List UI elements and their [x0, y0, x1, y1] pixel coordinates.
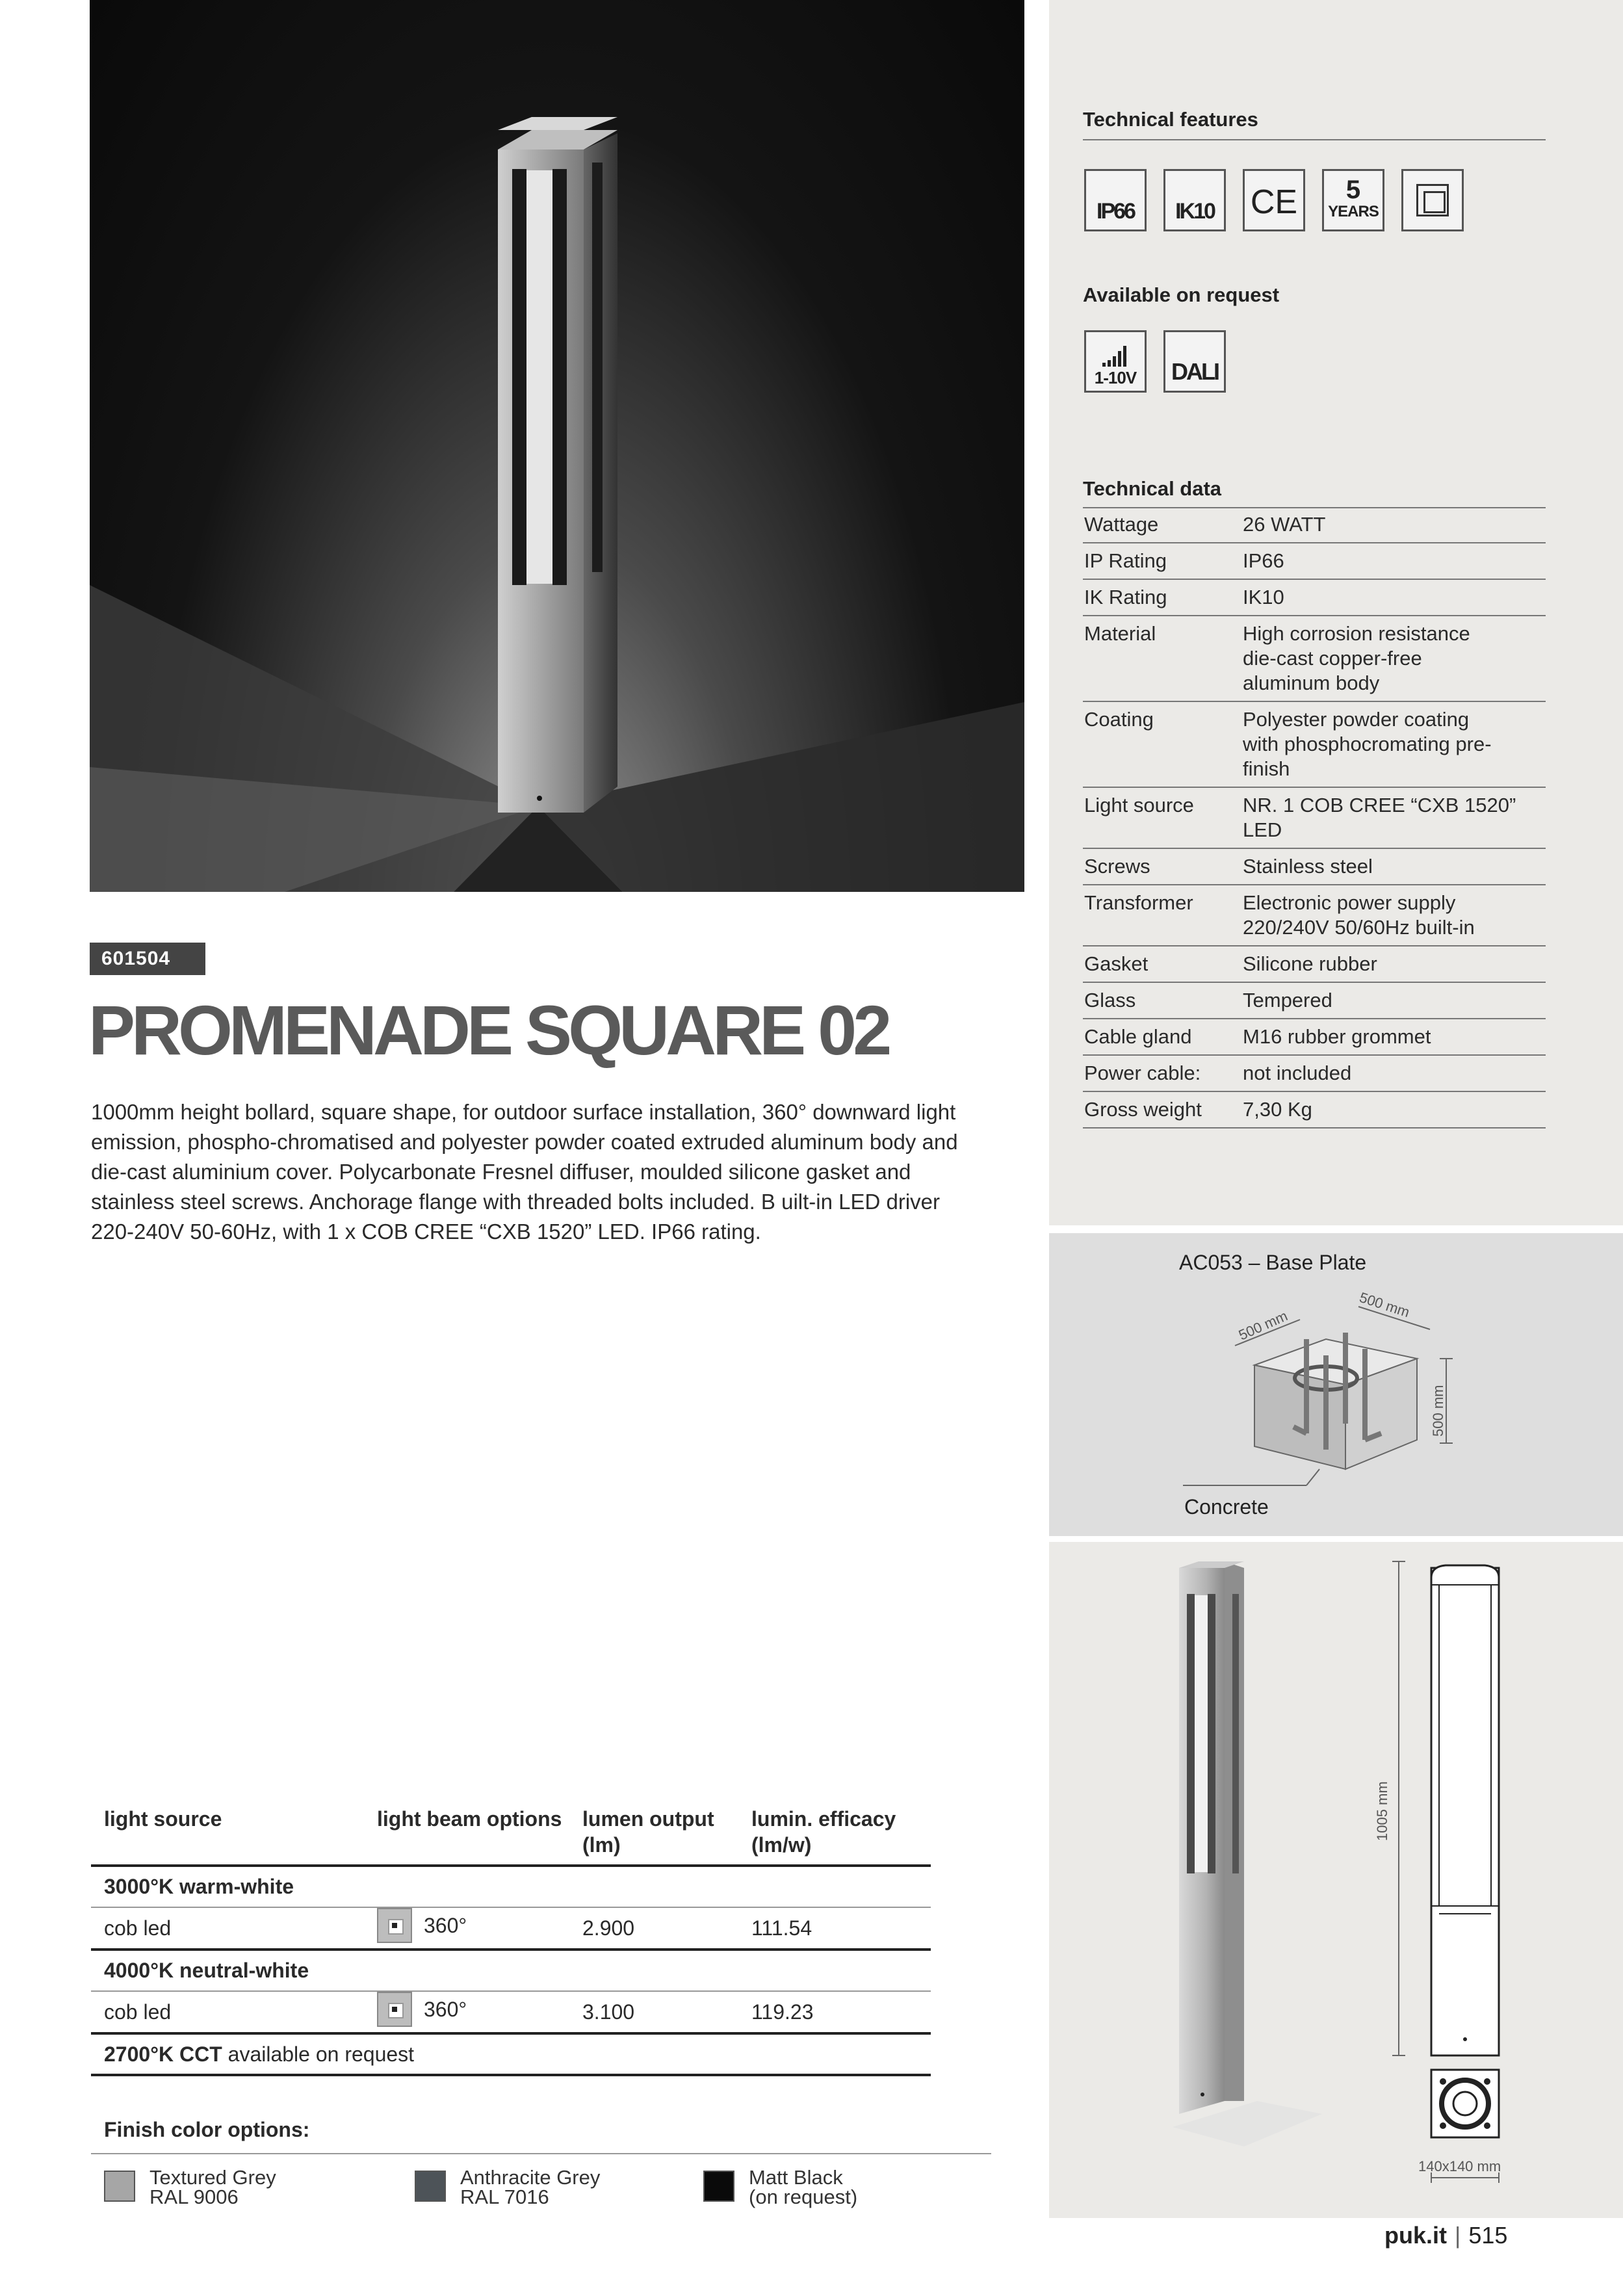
base-plate-diagram [1170, 1287, 1475, 1508]
header-lumin-efficacy: lumin. efficacy (lm/w) [738, 1801, 931, 1866]
spec-key: Gasket [1083, 946, 1241, 982]
page-footer [1384, 2222, 1507, 2249]
dali-icon: DALI [1163, 330, 1226, 393]
spec-value: Stainless steel [1241, 848, 1546, 885]
spec-value: 26 WATT [1241, 507, 1546, 543]
table-row [1083, 787, 1546, 848]
technical-features-title: Technical features [1083, 108, 1258, 131]
bollard-photo-illustration [90, 0, 1024, 892]
color-swatch [104, 2171, 135, 2202]
spec-value: NR. 1 COB CREE “CXB 1520” LED [1241, 787, 1546, 848]
cell-beam: 360° [424, 1997, 467, 2021]
table-row [91, 1907, 931, 1950]
cell-source: cob led [91, 1991, 364, 2033]
spec-value: 7,30 Kg [1241, 1091, 1546, 1128]
group-title-3000k: 3000°K warm-white [91, 1866, 931, 1907]
warranty-label: YEARS [1328, 203, 1379, 220]
cct-note-text: available on request [222, 2042, 415, 2066]
available-on-request-title: Available on request [1083, 283, 1280, 306]
color-swatch [415, 2171, 446, 2202]
spec-key: Cable gland [1083, 1019, 1241, 1055]
table-row [1083, 1055, 1546, 1091]
technical-drawing [1049, 1542, 1623, 2218]
site-link[interactable]: puk.it [1384, 2222, 1447, 2249]
dim-height-label: 500 mm [1430, 1385, 1446, 1437]
beam-option [377, 1992, 467, 2027]
finish-name: Textured Grey [149, 2166, 276, 2189]
dim-width-label: 500 mm [1236, 1307, 1290, 1344]
spec-key: Gross weight [1083, 1091, 1241, 1128]
finish-code: RAL 7016 [460, 2185, 549, 2208]
finish-code: (on request) [749, 2185, 858, 2208]
cell-beam: 360° [424, 1913, 467, 1937]
warranty-number: 5 [1345, 176, 1361, 204]
table-row [1083, 848, 1546, 885]
spec-key: Material [1083, 616, 1241, 701]
base-plate-title: AC053 – Base Plate [1179, 1251, 1367, 1274]
spec-key: IK Rating [1083, 579, 1241, 616]
finish-option-anthracite-grey [415, 2168, 600, 2207]
downlight-360-icon [377, 1908, 412, 1943]
product-photo [90, 0, 1024, 892]
spec-key: Power cable: [1083, 1055, 1241, 1091]
color-swatch [703, 2171, 734, 2202]
technical-data-table [1083, 507, 1546, 1128]
signal-bars-icon [1101, 345, 1130, 368]
cell-lumen: 3.100 [569, 1991, 738, 2033]
header-light-source: light source [91, 1801, 364, 1866]
cct-note-bold: 2700°K CCT [104, 2042, 222, 2066]
spec-key: Light source [1083, 787, 1241, 848]
finish-code: RAL 9006 [149, 2185, 239, 2208]
table-row [1083, 1019, 1546, 1055]
cell-source: cob led [91, 1907, 364, 1950]
concrete-label: Concrete [1184, 1495, 1269, 1519]
finish-title: Finish color options: [104, 2118, 310, 2141]
header-lumen-output: lumen output (lm) [569, 1801, 738, 1866]
spec-key: Wattage [1083, 507, 1241, 543]
group-title-4000k: 4000°K neutral-white [91, 1950, 931, 1991]
beam-option [377, 1908, 467, 1943]
table-row [1083, 982, 1546, 1019]
spec-key: Coating [1083, 701, 1241, 787]
table-row [1083, 543, 1546, 579]
footer-separator: | [1455, 2222, 1461, 2249]
header-light-beam: light beam options [364, 1801, 569, 1866]
base-dimension-label: 140x140 mm [1418, 2158, 1501, 2174]
spec-value: M16 rubber grommet [1241, 1019, 1546, 1055]
table-row [1083, 1091, 1546, 1128]
spec-value: High corrosion resistance die-cast copper-free aluminum body [1241, 616, 1546, 701]
cell-efficacy: 119.23 [738, 1991, 931, 2033]
product-code-badge: 601504 [90, 943, 205, 975]
spec-value: IP66 [1241, 543, 1546, 579]
finish-name: Anthracite Grey [460, 2166, 601, 2189]
table-row [91, 1991, 931, 2033]
spec-value: Polyester powder coating with phosphocromating pre-finish [1241, 701, 1546, 787]
spec-key: Glass [1083, 982, 1241, 1019]
finish-option-matt-black [703, 2168, 857, 2207]
table-row [1083, 616, 1546, 701]
table-row [1083, 579, 1546, 616]
dimming-label: 1-10V [1094, 368, 1137, 387]
ip66-icon: IP66 [1084, 169, 1147, 231]
table-row [1083, 701, 1546, 787]
spec-key: IP Rating [1083, 543, 1241, 579]
table-note-row [91, 2033, 931, 2075]
double-square-icon [1416, 184, 1449, 216]
product-title: PROMENADE SQUARE 02 [88, 991, 889, 1069]
table-row [1083, 885, 1546, 946]
dimming-1-10v-icon [1084, 330, 1147, 393]
dim-depth-label: 500 mm [1357, 1288, 1412, 1321]
spec-value: Tempered [1241, 982, 1546, 1019]
cell-lumen: 2.900 [569, 1907, 738, 1950]
table-group-row [91, 1950, 931, 1991]
finish-option-textured-grey [104, 2168, 276, 2207]
finish-divider [91, 2153, 991, 2154]
ik10-icon: IK10 [1163, 169, 1226, 231]
table-group-row [91, 1866, 931, 1907]
finish-name: Matt Black [749, 2166, 843, 2189]
spec-value: not included [1241, 1055, 1546, 1091]
page-number: 515 [1468, 2222, 1508, 2249]
spec-value: Silicone rubber [1241, 946, 1546, 982]
warranty-5-years-icon [1322, 169, 1384, 231]
product-description: 1000mm height bollard, square shape, for outdoor surface installation, 360° downward light emission, phospho-chromatised and polyester powder coated extruded aluminum body and die-cast aluminium cover. Polycarbonate Fresnel diffuser, moulded silicone gasket and stainless steel screws. Anchorage flange with threaded bolts included. B uilt-in LED driver 220-240V 50-60Hz, with 1 x COB CREE “CXB 1520” LED. IP66 rating. [91, 1100, 958, 1244]
spec-key: Transformer [1083, 885, 1241, 946]
spec-value: IK10 [1241, 579, 1546, 616]
height-dimension-label: 1005 mm [1374, 1781, 1390, 1841]
section-divider [1083, 139, 1546, 140]
ce-mark-icon: CE [1243, 169, 1305, 231]
table-row [1083, 946, 1546, 982]
double-insulation-icon [1401, 169, 1464, 231]
technical-data-title: Technical data [1083, 477, 1222, 500]
table-row [1083, 507, 1546, 543]
cell-efficacy: 111.54 [738, 1907, 931, 1950]
spec-value: Electronic power supply 220/240V 50/60Hz built-in [1241, 885, 1546, 946]
light-source-table [91, 1801, 931, 2076]
spec-key: Screws [1083, 848, 1241, 885]
downlight-360-icon [377, 1992, 412, 2027]
